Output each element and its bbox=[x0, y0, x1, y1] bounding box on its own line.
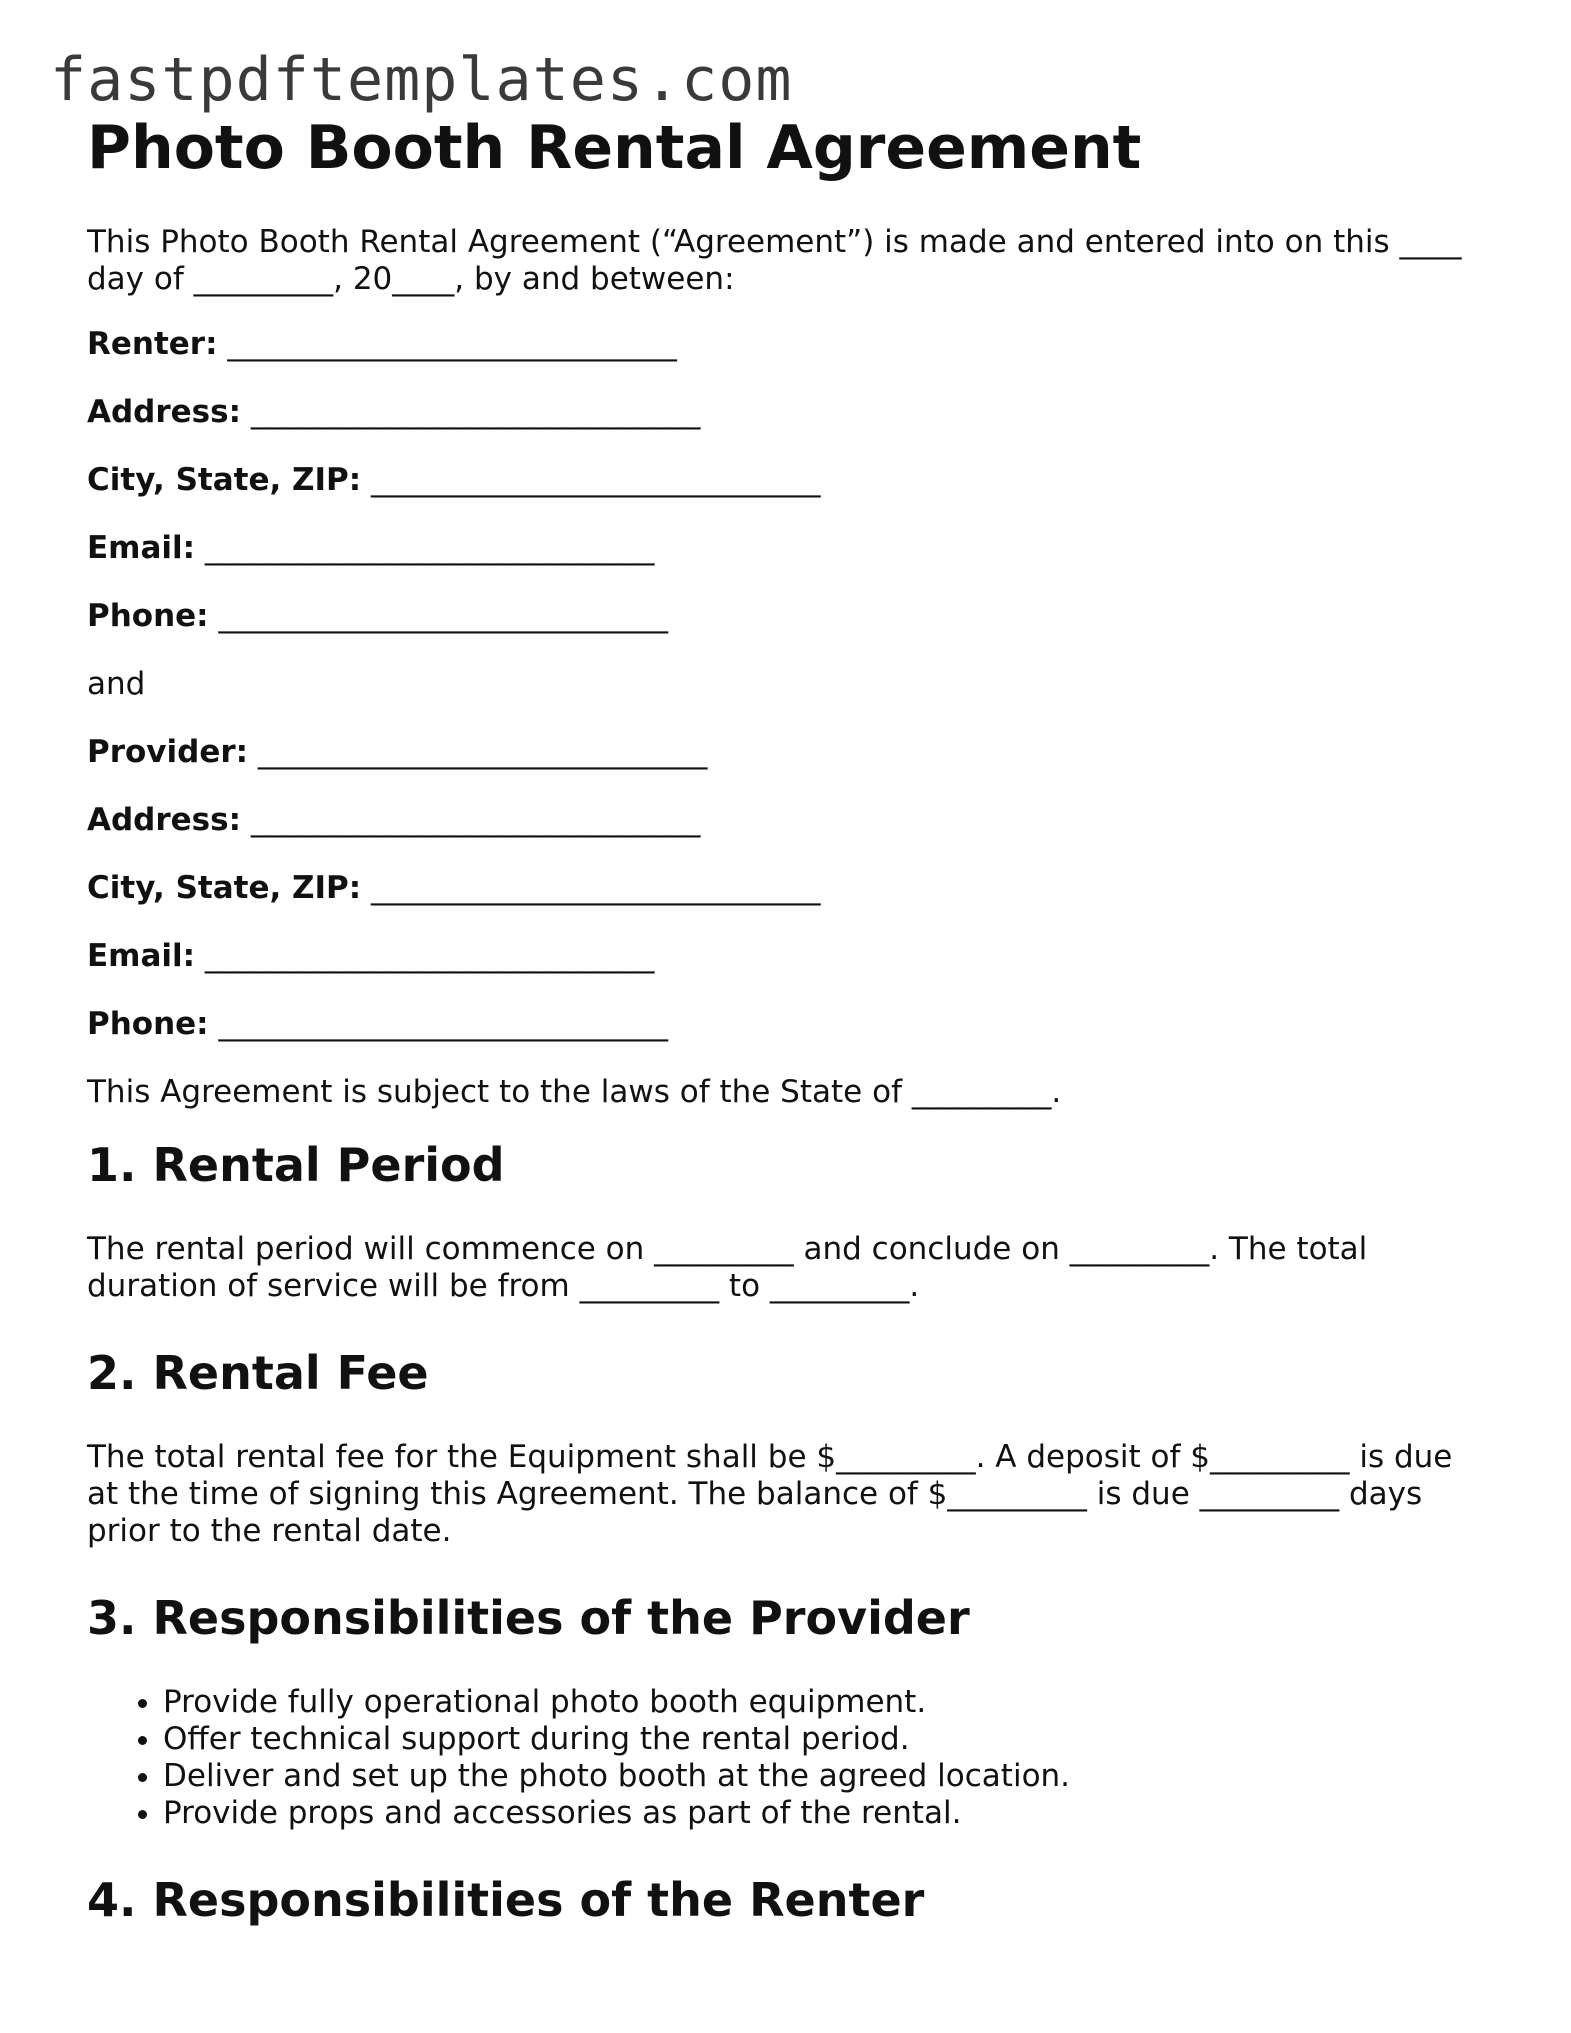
blank-line: _____________________________ bbox=[257, 734, 708, 770]
section-heading-renter-responsibilities: 4. Responsibilities of the Renter bbox=[87, 1873, 925, 1927]
renter-name-field bbox=[87, 326, 1487, 363]
blank-line: _____________________________ bbox=[218, 598, 668, 634]
list-item: • Offer technical support during the rental period. bbox=[163, 1721, 1487, 1758]
list-item: • Provide props and accessories as part of the rental. bbox=[163, 1795, 1487, 1832]
field-label: Address: bbox=[87, 394, 241, 430]
blank-line: _____________________________ bbox=[250, 394, 701, 430]
page-title: Photo Booth Rental Agreement bbox=[87, 113, 1142, 183]
blank-line: _____________________________ bbox=[250, 802, 701, 838]
list-item: • Provide fully operational photo booth equipment. bbox=[163, 1684, 1487, 1721]
intro-paragraph: This Photo Booth Rental Agreement (“Agreement”) is made and entered into on this ____ day of _________, 20____, by and between: bbox=[87, 224, 1462, 297]
blank-line: _____________________________ bbox=[204, 530, 655, 566]
provider-responsibilities-list bbox=[87, 1684, 1487, 1832]
watermark: fastpdftemplates.com bbox=[50, 45, 793, 115]
provider-email-field bbox=[87, 938, 1487, 975]
section-heading-rental-period: 1. Rental Period bbox=[87, 1138, 505, 1192]
field-label: Email: bbox=[87, 530, 196, 566]
field-label: Address: bbox=[87, 802, 241, 838]
renter-email-field bbox=[87, 530, 1487, 567]
blank-line: _____________________________ bbox=[218, 1006, 668, 1042]
field-label: City, State, ZIP: bbox=[87, 462, 362, 498]
provider-city-state-zip-field bbox=[87, 870, 1487, 907]
field-label: Phone: bbox=[87, 1006, 209, 1042]
section-heading-rental-fee: 2. Rental Fee bbox=[87, 1346, 429, 1400]
field-label: Renter: bbox=[87, 326, 218, 362]
field-label: City, State, ZIP: bbox=[87, 870, 362, 906]
provider-name-field bbox=[87, 734, 1487, 771]
field-label: Phone: bbox=[87, 598, 209, 634]
blank-line: _____________________________ bbox=[371, 870, 821, 906]
section-body-rental-period: The rental period will commence on _________ and conclude on _________. The total duration of service will be from _________ to _________. bbox=[87, 1231, 1368, 1304]
section-body-rental-fee: The total rental fee for the Equipment shall be $_________. A deposit of $_________ is due at the time of signing this Agreement. The balance of $_________ is due _________ days prior to the rental date. bbox=[87, 1439, 1453, 1549]
renter-city-state-zip-field bbox=[87, 462, 1487, 499]
provider-phone-field bbox=[87, 1006, 1487, 1043]
blank-line: _____________________________ bbox=[204, 938, 655, 974]
section-heading-provider-responsibilities: 3. Responsibilities of the Provider bbox=[87, 1591, 970, 1645]
field-label: Email: bbox=[87, 938, 196, 974]
governing-law-text: This Agreement is subject to the laws of the State of _________. bbox=[87, 1074, 1062, 1110]
renter-address-field bbox=[87, 394, 1487, 431]
renter-phone-field bbox=[87, 598, 1487, 635]
blank-line: _____________________________ bbox=[227, 326, 677, 362]
and-text: and bbox=[87, 666, 146, 702]
list-item: • Deliver and set up the photo booth at the agreed location. bbox=[163, 1758, 1487, 1795]
field-label: Provider: bbox=[87, 734, 249, 770]
blank-line: _____________________________ bbox=[371, 462, 821, 498]
provider-address-field bbox=[87, 802, 1487, 839]
document-page bbox=[87, 108, 1487, 1930]
